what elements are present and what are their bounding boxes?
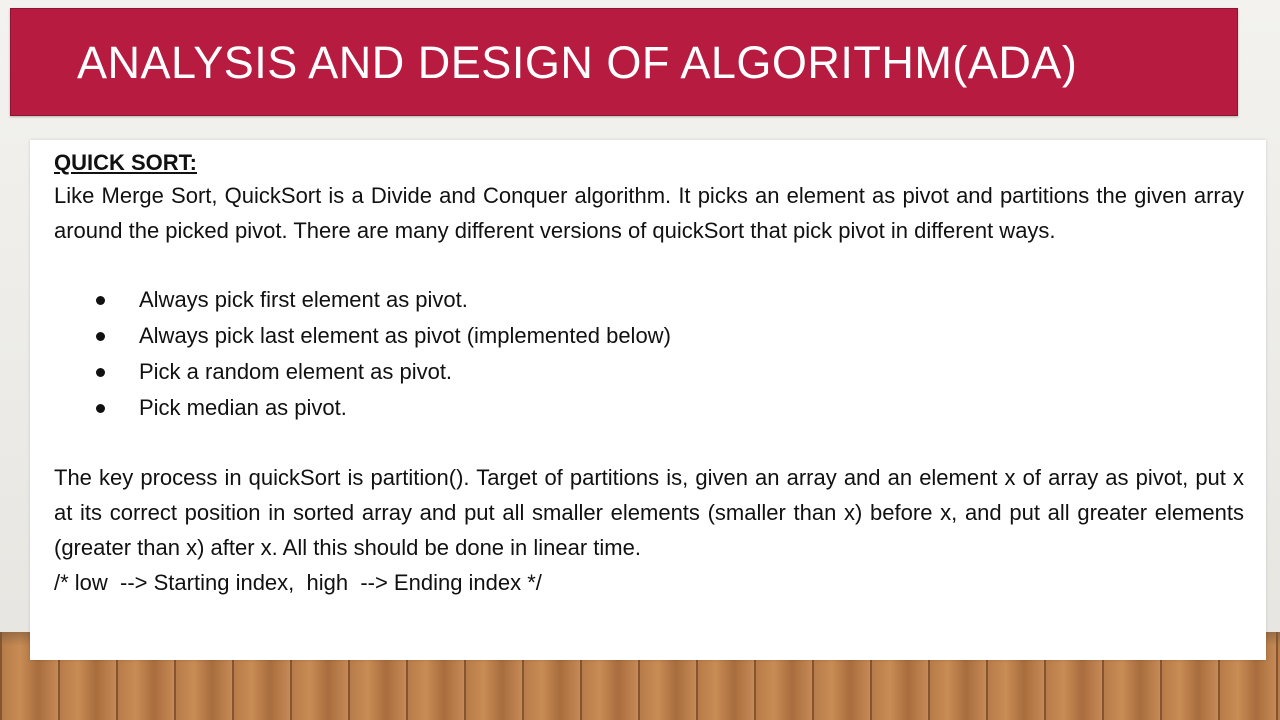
code-comment: /* low --> Starting index, high --> Ending index */ <box>54 570 542 595</box>
list-item-text: Always pick first element as pivot. <box>139 287 468 312</box>
list-item <box>54 354 1244 390</box>
pivot-options-list <box>54 282 1244 426</box>
content-body <box>54 148 1244 600</box>
list-item <box>54 390 1244 426</box>
list-item <box>54 282 1244 318</box>
list-item-text: Always pick last element as pivot (implemented below) <box>139 323 671 348</box>
title-banner <box>10 8 1238 116</box>
content-panel <box>30 140 1266 660</box>
list-item <box>54 318 1244 354</box>
bullet-icon <box>96 404 105 413</box>
section-heading: QUICK SORT: <box>54 150 197 175</box>
intro-paragraph: Like Merge Sort, QuickSort is a Divide and Conquer algorithm. It picks an element as pivot and partitions the given array around the picked pivot. There are many different versions of quickSort that pick pivot in different ways. <box>54 183 1244 243</box>
bullet-icon <box>96 368 105 377</box>
bullet-icon <box>96 332 105 341</box>
list-item-text: Pick median as pivot. <box>139 395 347 420</box>
slide-title: ANALYSIS AND DESIGN OF ALGORITHM(ADA) <box>77 37 1078 88</box>
bullet-icon <box>96 296 105 305</box>
list-item-text: Pick a random element as pivot. <box>139 359 453 384</box>
partition-paragraph: The key process in quickSort is partition(). Target of partitions is, given an array and an element x of array as pivot, put x at its correct position in sorted array and put all smaller elements (smaller than x) before x, and put all greater elements (greater than x) after x. All this should be done in linear time. <box>54 465 1244 560</box>
